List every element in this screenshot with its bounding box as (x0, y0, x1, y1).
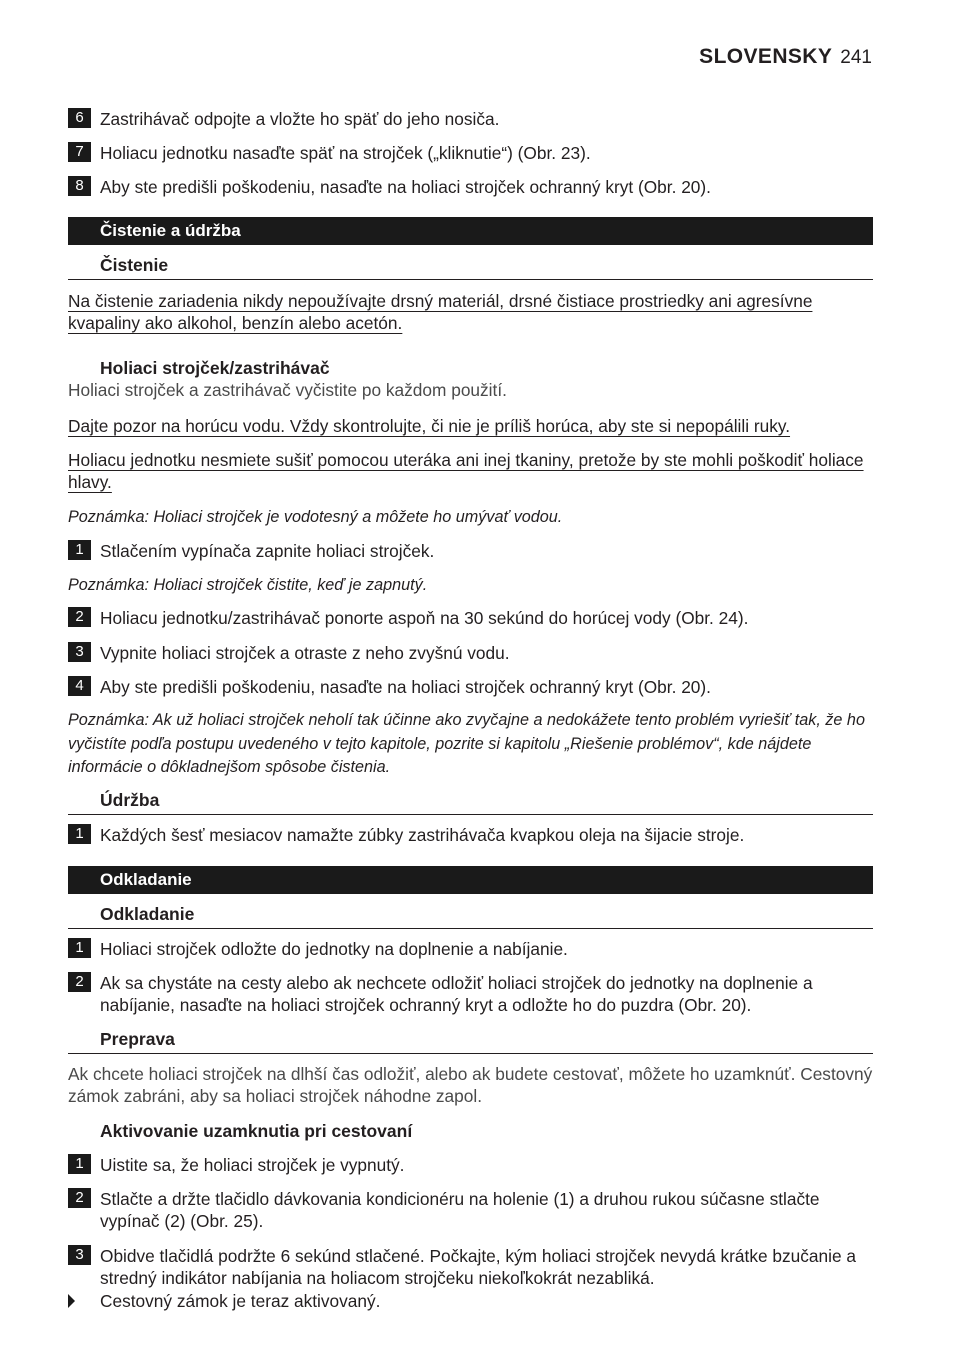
page-number: 241 (840, 47, 872, 68)
step-text: Stlačte a držte tlačidlo dávkovania kondicionéru na holenie (1) a druhou rukou súčasne stlačte vypínač (2) (Obr. 25). (100, 1189, 820, 1231)
maintenance-step-1 (68, 824, 874, 846)
step-7 (68, 142, 874, 164)
step-text: Holiacu jednotku nasaďte späť na strojček („kliknutie“) (Obr. 23). (100, 143, 591, 163)
step-text: Vypnite holiaci strojček a otraste z neho zvyšnú vodu. (100, 643, 510, 663)
note-waterproof: Poznámka: Holiaci strojček je vodotesný a môžete ho umývať vodou. (68, 508, 563, 526)
heading-maintenance: Údržba (68, 787, 873, 815)
step-text: Aby ste predišli poškodeniu, nasaďte na holiaci strojček ochranný kryt (Obr. 20). (100, 177, 711, 197)
result-text: Cestovný zámok je teraz aktivovaný. (100, 1291, 381, 1311)
page-header (699, 46, 872, 69)
warning-materials (68, 290, 878, 334)
storage-step-1 (68, 938, 874, 960)
cleaning-step-4 (68, 676, 874, 698)
step-number: 2 (68, 1188, 91, 1208)
heading-storage: Odkladanie (68, 901, 873, 929)
travel-lock-step-2 (68, 1188, 874, 1232)
language-label: SLOVENSKY (699, 45, 833, 68)
step-number: 1 (68, 540, 91, 560)
cleaning-step-3 (68, 642, 874, 664)
step-number: 2 (68, 972, 91, 992)
step-number: 7 (68, 142, 91, 162)
step-text: Holiacu jednotku/zastrihávač ponorte aspoň na 30 sekúnd do horúcej vody (Obr. 24). (100, 608, 749, 628)
travel-lock-step-1 (68, 1154, 874, 1176)
step-text: Holiaci strojček odložte do jednotky na doplnenie a nabíjanie. (100, 939, 568, 959)
cleaning-intro: Holiaci strojček a zastrihávač vyčistite po každom použití. (68, 380, 507, 400)
step-8 (68, 176, 874, 198)
step-number: 2 (68, 607, 91, 627)
step-6 (68, 108, 874, 130)
warning-towel (68, 449, 878, 493)
step-text: Aby ste predišli poškodeniu, nasaďte na holiaci strojček ochranný kryt (Obr. 20). (100, 677, 711, 697)
step-number: 3 (68, 1245, 91, 1265)
result-arrow-icon (68, 1294, 75, 1308)
step-text: Stlačením vypínača zapnite holiaci strojček. (100, 541, 435, 561)
section-bar-storage: Odkladanie (68, 866, 873, 894)
warning-hot-water (68, 415, 878, 437)
warning-text: Holiacu jednotku nesmiete sušiť pomocou uteráka ani inej tkaniny, pretože by ste mohli poškodiť holiace hlavy. (68, 450, 864, 492)
transport-intro: Ak chcete holiaci strojček na dlhší čas odložiť, alebo ak budete cestovať, môžete ho uzamknúť. Cestovný zámok zabráni, aby sa holiaci strojček náhodne zapol. (68, 1064, 873, 1106)
step-number: 3 (68, 642, 91, 662)
warning-text: Na čistenie zariadenia nikdy nepoužívajte drsný materiál, drsné čistiace prostriedky ani agresívne kvapaliny ako alkohol, benzín alebo acetón. (68, 291, 813, 333)
heading-cleaning: Čistenie (68, 252, 873, 280)
note-clean-on: Poznámka: Holiaci strojček čistite, keď je zapnutý. (68, 576, 428, 594)
warning-text: Dajte pozor na horúcu vodu. Vždy skontrolujte, či nie je príliš horúca, aby ste si nepopálili ruky. (68, 416, 791, 436)
section-bar-cleaning: Čistenie a údržba (68, 217, 873, 245)
step-number: 1 (68, 938, 91, 958)
step-text: Uistite sa, že holiaci strojček je vypnutý. (100, 1155, 405, 1175)
step-number: 1 (68, 824, 91, 844)
travel-lock-result (68, 1290, 874, 1312)
step-number: 4 (68, 676, 91, 696)
step-text: Zastrihávač odpojte a vložte ho späť do jeho nosiča. (100, 109, 500, 129)
cleaning-step-1 (68, 540, 874, 562)
subheading-travel-lock: Aktivovanie uzamknutia pri cestovaní (100, 1121, 413, 1141)
cleaning-step-2 (68, 607, 874, 629)
heading-transport: Preprava (68, 1026, 873, 1054)
step-number: 6 (68, 108, 91, 128)
step-text: Každých šesť mesiacov namažte zúbky zastrihávača kvapkou oleja na šijacie stroje. (100, 825, 745, 845)
step-text: Obidve tlačidlá podržte 6 sekúnd stlačené. Počkajte, kým holiaci strojček nevydá krátke bzučanie a stredný indikátor nabíjania na holiacom strojčeku niekoľkokrát nezabliká. (100, 1246, 856, 1288)
step-text: Ak sa chystáte na cesty alebo ak nechcete odložiť holiaci strojček do jednotky na doplnenie a nabíjanie, nasaďte na holiaci strojček ochranný kryt a odložte ho do puzdra (Obr. 20). (100, 973, 813, 1015)
subheading-shaver-trimmer: Holiaci strojček/zastrihávač (100, 358, 330, 378)
travel-lock-step-3 (68, 1245, 874, 1289)
storage-step-2 (68, 972, 874, 1016)
step-number: 8 (68, 176, 91, 196)
note-troubleshooting: Poznámka: Ak už holiaci strojček neholí tak účinne ako zvyčajne a nedokážete tento problém vyriešiť tak, že ho vyčistíte podľa postupu uvedeného v tejto kapitole, pozrite si kapitolu „Riešenie problémov“, kde nájdete informácie o dôkladnejšom spôsobe čistenia. (68, 711, 865, 776)
step-number: 1 (68, 1154, 91, 1174)
